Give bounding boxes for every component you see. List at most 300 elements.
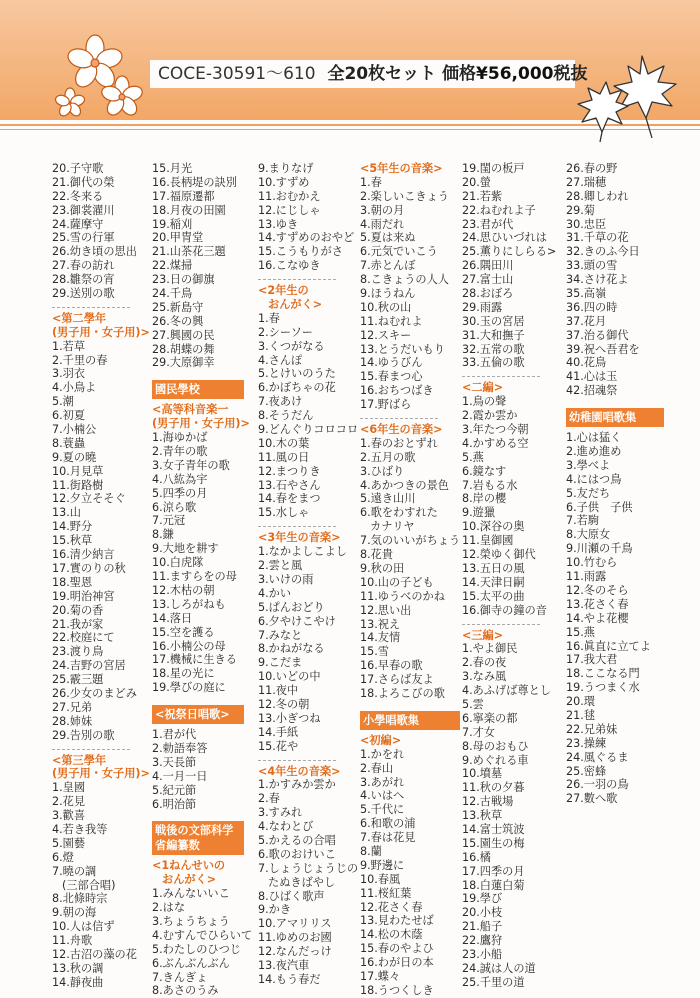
song-title: 7.岩もる水 [462, 478, 518, 492]
song-title: 7.赤とんぼ [360, 259, 416, 273]
song-title: 41.心は玉 [566, 370, 618, 384]
song-title: 25.密蜂 [566, 764, 607, 778]
song-title: 7.若駒 [566, 514, 600, 528]
song-title: 13.夜汽車 [258, 958, 310, 972]
song-title: 15.燕 [566, 625, 595, 639]
song-title: 7.小楠公 [52, 423, 97, 437]
song-title: 37.花月 [566, 314, 607, 328]
song-title: 12.古戦場 [462, 795, 514, 809]
song-title: 27.富士山 [462, 273, 514, 287]
song-title: 5.紀元節 [152, 783, 197, 797]
song-title: 12.夕立そそぐ [52, 492, 126, 506]
song-title: 13.秋の調 [52, 961, 104, 975]
song-title: 18.聖恩 [52, 575, 93, 589]
song-title: 1.春のおとずれ [360, 436, 438, 450]
song-title: 7.元冠 [152, 514, 186, 528]
song-title: 10.木の葉 [258, 436, 310, 450]
song-title: 25.千里の道 [462, 975, 525, 989]
song-title: 36.四の時 [566, 300, 618, 314]
song-title: 31.大和撫子 [462, 328, 525, 342]
song-title: 12.なんだっけ [258, 945, 332, 959]
section-heading: (男子用・女子用)> [52, 767, 150, 781]
song-title: 27.兄弟 [52, 700, 93, 714]
song-title: 3.あがれ [360, 775, 405, 789]
song-title: 3.すみれ [258, 806, 303, 820]
song-title: 6.夕やけこやけ [258, 614, 336, 628]
song-title: 24.薩摩守 [52, 217, 104, 231]
song-title: 12.にじしゃ [258, 203, 321, 217]
song-title-continuation: (三部合唱) [62, 878, 116, 892]
song-title: 3.ひばり [360, 464, 405, 478]
song-title: 15.こうもりがさ [258, 245, 343, 259]
song-title: 5.遠き山川 [360, 492, 416, 506]
song-title: 22.校庭にて [52, 631, 115, 645]
song-title: 14.ゆうびん [360, 356, 423, 370]
song-title: 30.忠臣 [566, 217, 607, 231]
song-title: 5.園藝 [52, 836, 86, 850]
song-title: 15.水しゃ [258, 506, 310, 520]
song-title: 7.しょうじょうじの [258, 861, 359, 875]
song-title: 15.花や [258, 739, 299, 753]
section-heading-box: 戦後の文部科学省編纂数 [152, 821, 244, 855]
song-title: 26.少女のまどみ [52, 686, 137, 700]
song-title: 4.かい [258, 586, 292, 600]
song-title: 19.稲刈 [152, 217, 193, 231]
song-title: 4.さんぽ [258, 353, 303, 367]
song-title: 11.おむかえ [258, 189, 321, 203]
song-title: 15.雪 [360, 645, 389, 659]
song-title: 2.シーソー [258, 325, 313, 339]
song-title: 29.雨露 [462, 300, 503, 314]
song-title: 5.雲 [462, 697, 484, 711]
song-title: 8.かねがなる [258, 642, 325, 656]
song-title: 1.鳥の聲 [462, 395, 507, 409]
section-heading: <6年生の音楽> [360, 423, 443, 437]
song-title: 1.なかよしこよし [258, 545, 347, 559]
song-title: 8.そうだん [258, 409, 314, 423]
song-title: 17.野ばら [360, 398, 412, 412]
section-heading: <第三學年 [52, 753, 107, 767]
section-gap [152, 370, 244, 376]
song-title: 5.夏は来ぬ [360, 231, 416, 245]
song-title: 13.秋草 [462, 809, 503, 823]
song-title: 4.あかつきの景色 [360, 478, 449, 492]
song-title: 32.五常の歌 [462, 342, 525, 356]
song-title: 24.吉野の宮居 [52, 659, 126, 673]
song-title: 27.興國の民 [152, 328, 215, 342]
song-title: 6.和歌の浦 [360, 817, 416, 831]
set-label: 全20枚セット [327, 64, 437, 84]
song-title: 29.菊 [566, 203, 595, 217]
section-heading: (男子用・女子用)> [152, 417, 250, 431]
section-heading-box: 小學唱歌集 [360, 711, 460, 730]
song-title: 17.蝶々 [360, 969, 401, 983]
song-title: 1.かをれ [360, 747, 405, 761]
song-title: 10.白虎隊 [152, 556, 204, 570]
song-title: 9.こだま [258, 656, 303, 670]
song-title: 19.學びの庭に [152, 681, 226, 695]
song-title: 5.わたしのひつじ [152, 942, 241, 956]
song-title: 1.かすみか雲か [258, 778, 336, 792]
song-title: 4.にはつ鳥 [566, 472, 622, 486]
song-title: 28.卿しわれ [566, 189, 629, 203]
song-title: 28.胡蝶の舞 [152, 342, 215, 356]
song-title: 25.霰三題 [52, 673, 104, 687]
header-banner [0, 0, 700, 150]
song-title: 8.大原女 [566, 528, 611, 542]
section-gap [152, 811, 244, 817]
song-title: 23.君が代 [462, 217, 514, 231]
song-title: 14.靜夜曲 [52, 975, 104, 989]
song-title: 17.我大君 [566, 653, 618, 667]
song-title: 14.もう春だ [258, 972, 321, 986]
song-title: 14.野分 [52, 520, 93, 534]
song-title: 4.あふげば尊とし [462, 684, 551, 698]
song-title: 8.鎌 [152, 528, 174, 542]
song-title: 10.深谷の奥 [462, 520, 525, 534]
section-divider [462, 376, 540, 377]
song-title: 10.月見草 [52, 464, 104, 478]
song-title: 22.鷹狩 [462, 934, 503, 948]
song-title: 11.風の日 [258, 450, 310, 464]
song-title: 24.千鳥 [152, 287, 193, 301]
song-column-3 [258, 162, 359, 987]
song-title: 14.春をまつ [258, 492, 321, 506]
song-title: 30.玉の宮居 [462, 314, 525, 328]
song-title: 19.閨の板戸 [462, 162, 525, 175]
song-title: 6.子供 子供 [566, 500, 633, 514]
song-title: 29.大原御幸 [152, 356, 215, 370]
song-title: 6.燈 [52, 850, 74, 864]
song-title: 22.煤掃 [152, 259, 193, 273]
song-title: 3.くつがなる [258, 339, 325, 353]
song-title: 13.しろがねも [152, 597, 226, 611]
song-title: 9.朝の海 [52, 906, 97, 920]
song-title: 8.花貴 [360, 548, 394, 562]
maple-leaf-icon [572, 48, 697, 143]
song-title: 5.千代に [360, 803, 405, 817]
section-heading: <1ねんせいの [152, 859, 226, 873]
song-title: 14.富士筑波 [462, 822, 525, 836]
song-title: 24.思ひいづれは [462, 231, 547, 245]
song-title: 24.誠は人の道 [462, 961, 536, 975]
section-divider [258, 279, 336, 280]
section-gap [360, 701, 460, 707]
song-title: 10.墳墓 [462, 767, 503, 781]
song-title: 7.きんぎょ [152, 970, 208, 984]
song-title: 13.花さく春 [566, 597, 629, 611]
song-title: 7.みなと [258, 628, 303, 642]
song-title: 10.竹むら [566, 556, 618, 570]
song-title: 11.夜中 [258, 684, 299, 698]
section-heading-box: <祝祭日唱歌> [152, 705, 244, 724]
song-title: 2.千里の春 [52, 353, 108, 367]
song-title: 26.春の野 [566, 162, 618, 175]
section-divider [52, 749, 130, 750]
song-title: 12.古沼の藻の花 [52, 947, 137, 961]
song-title: 15.空を護る [152, 625, 215, 639]
song-title: 3.女子青年の歌 [152, 458, 230, 472]
song-title: 5.かえるの合唱 [258, 833, 336, 847]
song-title: 26.一羽の鳥 [566, 778, 629, 792]
section-divider [258, 526, 336, 527]
song-title: 28.おぼろ [462, 287, 514, 301]
song-title: 39.祝へ吾君を [566, 342, 640, 356]
section-heading: <高等科音楽一 [152, 403, 229, 417]
song-title: 16.清少納言 [52, 548, 115, 562]
section-gap [152, 695, 244, 701]
song-title: 7.才女 [462, 725, 496, 739]
song-title: 8.こきょうの人人 [360, 273, 449, 287]
song-title: 11.皇御國 [462, 534, 514, 548]
song-title: 6.ぶんぶんぶん [152, 956, 230, 970]
song-title: 12.冬の朝 [258, 697, 310, 711]
song-title: 12.冬のそら [566, 583, 629, 597]
song-title: 9.かき [258, 903, 292, 917]
song-title: 21.山茶花三題 [152, 245, 226, 259]
song-title: 4.若き我等 [52, 822, 108, 836]
song-title: 15.春まつ心 [360, 370, 423, 384]
song-title: 31.千草の花 [566, 231, 629, 245]
section-divider [258, 760, 336, 761]
song-title: 27.春の訪れ [52, 259, 115, 273]
song-title: 8.蘭 [360, 844, 382, 858]
song-title: 24.風ぐるま [566, 750, 629, 764]
song-title: 13.とうだいもり [360, 342, 445, 356]
song-title: 11.雨露 [566, 570, 607, 584]
song-title: 6.明治節 [152, 797, 197, 811]
song-title: 1.皇國 [52, 781, 86, 795]
song-title-continuation: カナリヤ [370, 520, 415, 534]
song-title: 1.みんないいこ [152, 887, 230, 901]
song-title: 18.月夜の田園 [152, 203, 226, 217]
song-title: 5.友だち [566, 486, 611, 500]
song-title: 13.山 [52, 506, 81, 520]
song-title: 14.落日 [152, 611, 193, 625]
song-title: 13.石やさん [258, 478, 321, 492]
song-title: 8.北條時宗 [52, 892, 108, 906]
song-title: 20.小枝 [462, 906, 503, 920]
song-title: 9.遊獵 [462, 506, 496, 520]
song-title: 3.天長節 [152, 755, 197, 769]
song-title: 28.雛祭の宵 [52, 273, 115, 287]
song-title: 13.五日の風 [462, 561, 525, 575]
song-title-continuation: たぬきばやし [268, 875, 336, 889]
song-title: 5.四季の月 [152, 486, 208, 500]
song-title: 9.野邊に [360, 858, 405, 872]
section-heading: <3年生の音楽> [258, 531, 341, 545]
song-title: 9.秋の田 [360, 561, 405, 575]
section-divider [360, 418, 438, 419]
song-title: 2.勅語奉答 [152, 741, 208, 755]
song-title: 6.涼ら歌 [152, 500, 197, 514]
song-title: 2.春 [258, 792, 280, 806]
song-title: 13.祝え [360, 617, 401, 631]
song-title: 11.桜紅葉 [360, 886, 412, 900]
section-divider [52, 307, 130, 308]
song-title: 4.むすんでひらいて [152, 928, 253, 942]
song-title: 20.菊の香 [52, 603, 104, 617]
song-title: 15.太平の曲 [462, 589, 525, 603]
song-title: 9.まりなげ [258, 162, 314, 175]
song-title: 34.さけ花よ [566, 273, 629, 287]
song-title: 11.ゆうべのかね [360, 589, 445, 603]
song-title: 6.かぼちゃの花 [258, 381, 336, 395]
song-title: 23.御裳濯川 [52, 203, 115, 217]
song-title: 16.早春の歌 [360, 659, 423, 673]
song-title: 10.すずめ [258, 175, 310, 189]
song-title: 18.ここなる門 [566, 667, 640, 681]
song-title: 42.招魂祭 [566, 384, 618, 398]
song-title: 10.山の子ども [360, 575, 434, 589]
song-title: 1.春 [258, 311, 280, 325]
song-title: 22.兄弟妹 [566, 722, 618, 736]
song-title: 1.若草 [52, 339, 86, 353]
song-title: 11.ゆめのお國 [258, 931, 332, 945]
song-title: 20.環 [566, 695, 595, 709]
song-title: 17.實のりの秋 [52, 561, 126, 575]
song-title: 33.頭の雪 [566, 259, 618, 273]
song-title: 5.とけいのうた [258, 367, 336, 381]
song-title: 4.八紘為宇 [152, 472, 208, 486]
section-heading: <2年生の [258, 284, 309, 298]
song-title: 13.小ぎつね [258, 711, 321, 725]
song-title: 17.福原遷都 [152, 189, 215, 203]
song-title: 1.心は猛く [566, 431, 622, 445]
song-title: 18.白蓮白菊 [462, 878, 525, 892]
song-title: 7.春は花見 [360, 831, 416, 845]
song-title: 4.小鳥よ [52, 381, 97, 395]
song-title: 3.ちょうちょう [152, 914, 230, 928]
price-value: ¥56,000 [476, 64, 554, 84]
song-title: 11.街路樹 [52, 478, 104, 492]
song-title: 22.ねむれよ子 [462, 203, 536, 217]
song-title: 12.思い出 [360, 603, 412, 617]
song-title: 19.うつまく水 [566, 681, 640, 695]
song-title: 21.御代の榮 [52, 175, 115, 189]
song-title: 29.送別の歌 [52, 287, 115, 301]
section-heading-box: 國民學校 [152, 380, 244, 399]
song-title: 6.歌のおけいこ [258, 847, 336, 861]
song-title: 1.春 [360, 175, 382, 189]
song-title: 16.おちつばき [360, 384, 434, 398]
song-title: 17.さらば友よ [360, 673, 434, 687]
cherry-blossom-icon [40, 25, 160, 130]
song-title: 6.元気でいこう [360, 245, 438, 259]
song-title: 8.あさのうみ [152, 984, 219, 998]
song-title: 11.ますらをの母 [152, 570, 237, 584]
song-title: 2.五月の歌 [360, 450, 416, 464]
song-title: 26.隅田川 [462, 259, 514, 273]
song-title: 3.學べよ [566, 458, 611, 472]
song-title: 40.花鳥 [566, 356, 607, 370]
song-title: 16.眞直に立てよ [566, 639, 651, 653]
song-title: 13.ゆき [258, 217, 299, 231]
song-title: 25.薫りにしらる> [462, 245, 557, 259]
song-title: 7.気のいいがちょう [360, 534, 461, 548]
section-heading-box: 幼稚園唱歌集 [566, 408, 664, 427]
section-heading: <二編> [462, 381, 504, 395]
song-title: 10.いどの中 [258, 670, 321, 684]
song-title: 14.天津日嗣 [462, 575, 525, 589]
song-title: 21.我が家 [52, 617, 104, 631]
song-title: 11.秋の夕暮 [462, 781, 525, 795]
song-title: 1.海ゆかば [152, 431, 208, 445]
section-heading: <初編> [360, 733, 402, 747]
song-title: 21.毬 [566, 708, 595, 722]
song-title: 14.すずめのおやど [258, 231, 355, 245]
song-title: 26.幼き頃の思出 [52, 245, 137, 259]
section-heading: <5年生の音楽> [360, 162, 443, 175]
song-title: 15.秋草 [52, 534, 93, 548]
song-title: 20.螢 [462, 175, 491, 189]
song-title: 9.川瀬の千鳥 [566, 542, 633, 556]
song-title: 8.母のおもひ [462, 739, 529, 753]
song-title: 26.冬の興 [152, 314, 204, 328]
song-title: 16.わが日の本 [360, 956, 434, 970]
song-title: 12.スキー [360, 328, 412, 342]
song-title: 25.新島守 [152, 300, 204, 314]
song-title: 15.園生の梅 [462, 836, 525, 850]
tax-label: 税抜 [553, 64, 588, 84]
song-title: 17.機械に生きる [152, 653, 237, 667]
song-title: 6.寧楽の都 [462, 711, 518, 725]
song-title: 7.曉の調 [52, 864, 97, 878]
song-title: 18.星の光に [152, 667, 215, 681]
song-title: 2.雲と風 [258, 559, 303, 573]
song-title: 5.潮 [52, 395, 74, 409]
song-title: 35.高嶺 [566, 287, 607, 301]
song-title: 33.五倫の歌 [462, 356, 525, 370]
song-title: 22.冬来る [52, 189, 104, 203]
song-title: 2.春山 [360, 761, 394, 775]
song-title: 5.ぱんおどり [258, 600, 325, 614]
song-title: 14.手紙 [258, 725, 299, 739]
song-title: 28.姉妹 [52, 714, 93, 728]
song-title: 6.歌をわすれた [360, 506, 438, 520]
song-column-1 [52, 162, 152, 990]
song-title: 18.よろこびの歌 [360, 686, 445, 700]
song-title: 23.日の御旗 [152, 273, 215, 287]
song-title: 16.御寺の鐘の音 [462, 603, 547, 617]
song-title: 6.初夏 [52, 409, 86, 423]
song-title: 12.まつりき [258, 464, 321, 478]
song-title: 11.舟歌 [52, 934, 93, 948]
song-title: 32.きのふ今日 [566, 245, 640, 259]
song-title: 29.告別の歌 [52, 728, 115, 742]
song-title: 10.春風 [360, 872, 401, 886]
song-title: 12.榮ゆく御代 [462, 548, 536, 562]
song-column-2 [152, 162, 253, 998]
song-title: 4.雨だれ [360, 217, 405, 231]
song-title: 15.月光 [152, 162, 193, 175]
product-header [158, 62, 587, 86]
song-title: 15.春のやよひ [360, 942, 434, 956]
song-title: 21.若紫 [462, 189, 503, 203]
song-title: 20.子守歌 [52, 162, 104, 175]
section-heading: (男子用・女子用)> [52, 325, 150, 339]
song-title: 3.年たつ今朝 [462, 423, 529, 437]
song-title: 7.夜あけ [258, 395, 303, 409]
song-title: 23.渡り鳥 [52, 645, 104, 659]
section-heading: おんがく> [268, 298, 323, 312]
song-title: 14.友情 [360, 631, 401, 645]
section-heading: おんがく> [162, 873, 217, 887]
section-divider [462, 624, 540, 625]
song-title: 1.やよ御民 [462, 642, 518, 656]
song-title: 27.瑞穂 [566, 175, 607, 189]
song-column-4 [360, 162, 460, 998]
